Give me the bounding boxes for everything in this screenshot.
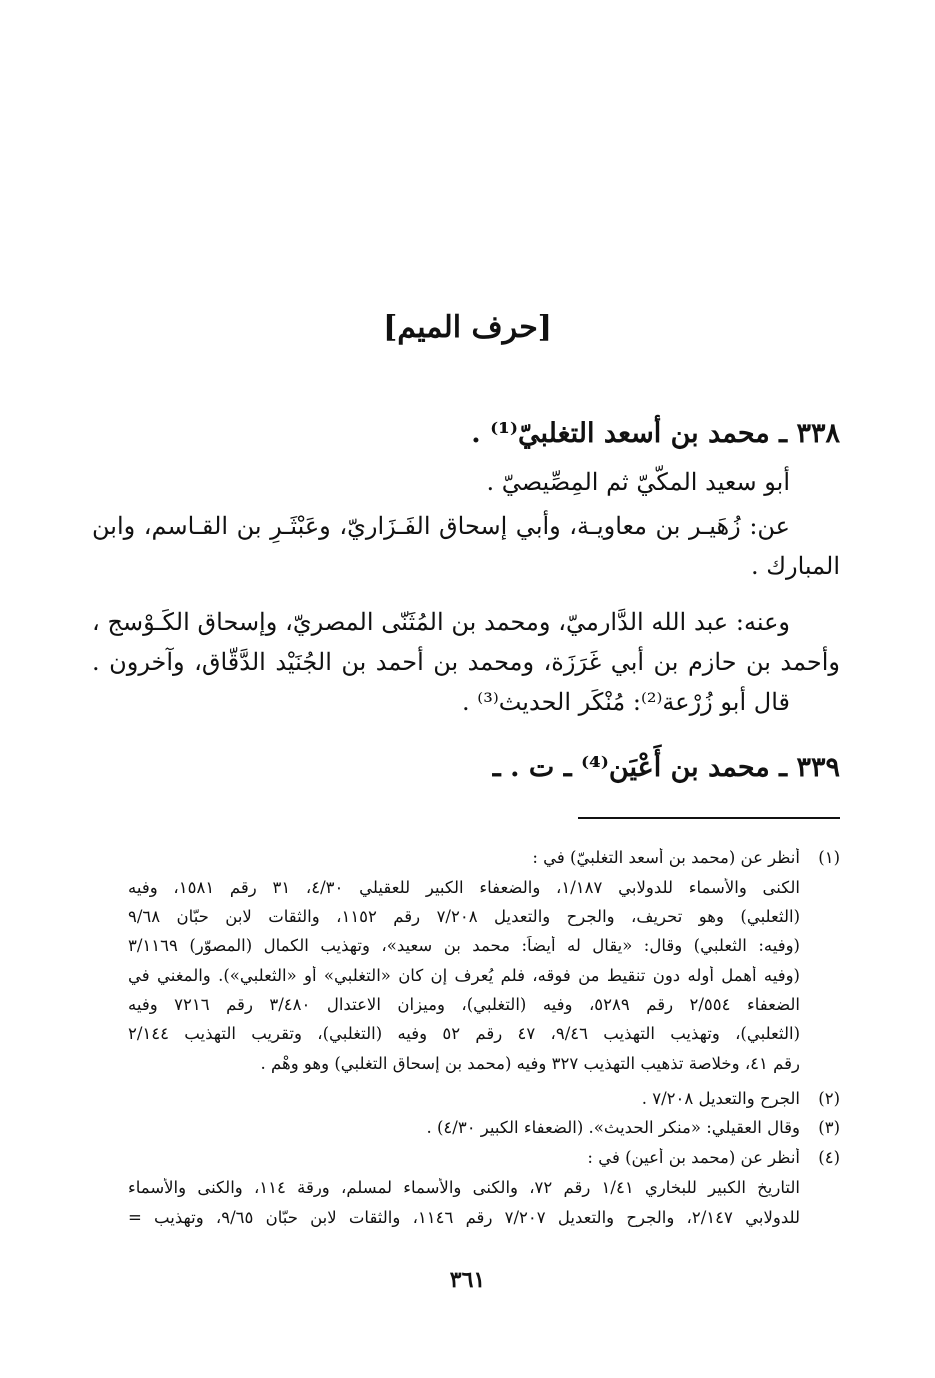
footnote-number: (٤): [818, 1148, 840, 1167]
footnote-4-line: التاريخ الكبير للبخاري ١/٤١ رقم ٧٢، والكنى والأسماء لمسلم، ورقة ١١٤، والكنى والأسماء: [128, 1178, 800, 1197]
entry-338-verdict: قال أبو زُرْعة⁽²⁾: مُنْكَر الحديث⁽³⁾ .: [462, 688, 790, 716]
footnote-text: الجرح والتعديل ٧/٢٠٨ .: [641, 1089, 800, 1108]
footnote-text: أنظر عن (محمد بن أعين) في :: [587, 1148, 800, 1167]
footnote-number: (٣): [818, 1118, 840, 1137]
footnote-divider: [578, 817, 840, 819]
footnote-1-line: (الثعلبي)، وتهذيب التهذيب ٩/٤٦، ٤٧ رقم ٥٢ وفيه (التغلبي)، وتقريب التهذيب ٢/١٤٤: [128, 1024, 800, 1043]
entry-338-from-line-2: المبارك .: [750, 552, 840, 580]
footnote-1-line: (وفيه: الثعلبي) وقال: «يقال له أيضاً: محمد بن سعيد»، وتهذيب الكمال (المصوّر) ٣/١١٦٩: [128, 936, 800, 955]
page-number: ٣٦١: [449, 1267, 486, 1293]
footnote-4-line: للدولابي ٢/١٤٧، والجرح والتعديل ٧/٢٠٧ رقم ١١٤٦، والثقات لابن حبّان ٩/٦٥، وتهذيب =: [128, 1208, 800, 1227]
footnote-number: (٢): [818, 1089, 840, 1108]
entry-339-title: ٣٣٩ ـ محمد بن أَعْيَن⁽⁴⁾ ـ ت . ـ: [492, 752, 840, 783]
footnote-1-line: (الثعلبي) وهو تحريف، والجرح والتعديل ٧/٢٠٨ رقم ١١٥٢، والثقات لابن حبّان ٩/٦٨: [128, 907, 800, 926]
footnote-number: (١): [818, 848, 840, 867]
footnote-1-line: رقم ٤١، وخلاصة تذهيب التهذيب ٣٢٧ وفيه (محمد بن إسحاق التغلبي) وهو وهْم .: [260, 1054, 800, 1073]
footnote-2-line: [128, 1089, 840, 1108]
footnote-4-line: [128, 1148, 840, 1167]
entry-338-kunya: أبو سعيد المكّيّ ثم المِصِّيصيّ .: [486, 468, 790, 496]
footnote-1-line: (وفيه أهمل أوله دون تنقيط من فوقه، فلم يُعرف إن كان «التغلبي» أو «الثعلبي»). والمغني في: [128, 966, 800, 985]
entry-338-narrators-line-1: وعنه: عبد الله الدَّارميّ، ومحمد بن المُثَنّى المصريّ، وإسحاق الكَـوْسج ،: [92, 608, 790, 636]
footnote-1-line: [128, 848, 840, 867]
entry-338-from-line-1: عن: زُهَيـر بن معاويـة، وأبي إسحاق الفَـزَاريّ، وعَبْثَـرِ بن القـاسم، وابن: [92, 512, 790, 540]
entry-338-narrators-line-2: وأحمد بن حازم بن أبي غَرَزَة، ومحمد بن أحمد بن الجُنَيْد الدَّقّاق، وآخرون .: [92, 648, 840, 676]
footnote-3-line: [128, 1118, 840, 1137]
entry-338-title: ٣٣٨ ـ محمد بن أسعد التغلبيّ⁽¹⁾ .: [471, 418, 840, 449]
footnote-1-line: الضعفاء ٢/٥٥٤ رقم ٥٢٨٩، وفيه (التغلبي)، وميزان الاعتدال ٣/٤٨٠ رقم ٧٢١٦ وفيه: [128, 995, 800, 1014]
footnote-text: أنظر عن (محمد بن أسعد التغلبيّ) في :: [532, 848, 800, 867]
footnote-text: وقال العقيلي: «منكر الحديث». (الضعفاء الكبير ٤/٣٠) .: [426, 1118, 800, 1137]
section-heading: [حرف الميم]: [383, 310, 552, 345]
footnote-1-line: الكنى والأسماء للدولابي ١/١٨٧، والضعفاء الكبير للعقيلي ٤/٣٠، ٣١ رقم ١٥٨١، وفيه: [128, 878, 800, 897]
